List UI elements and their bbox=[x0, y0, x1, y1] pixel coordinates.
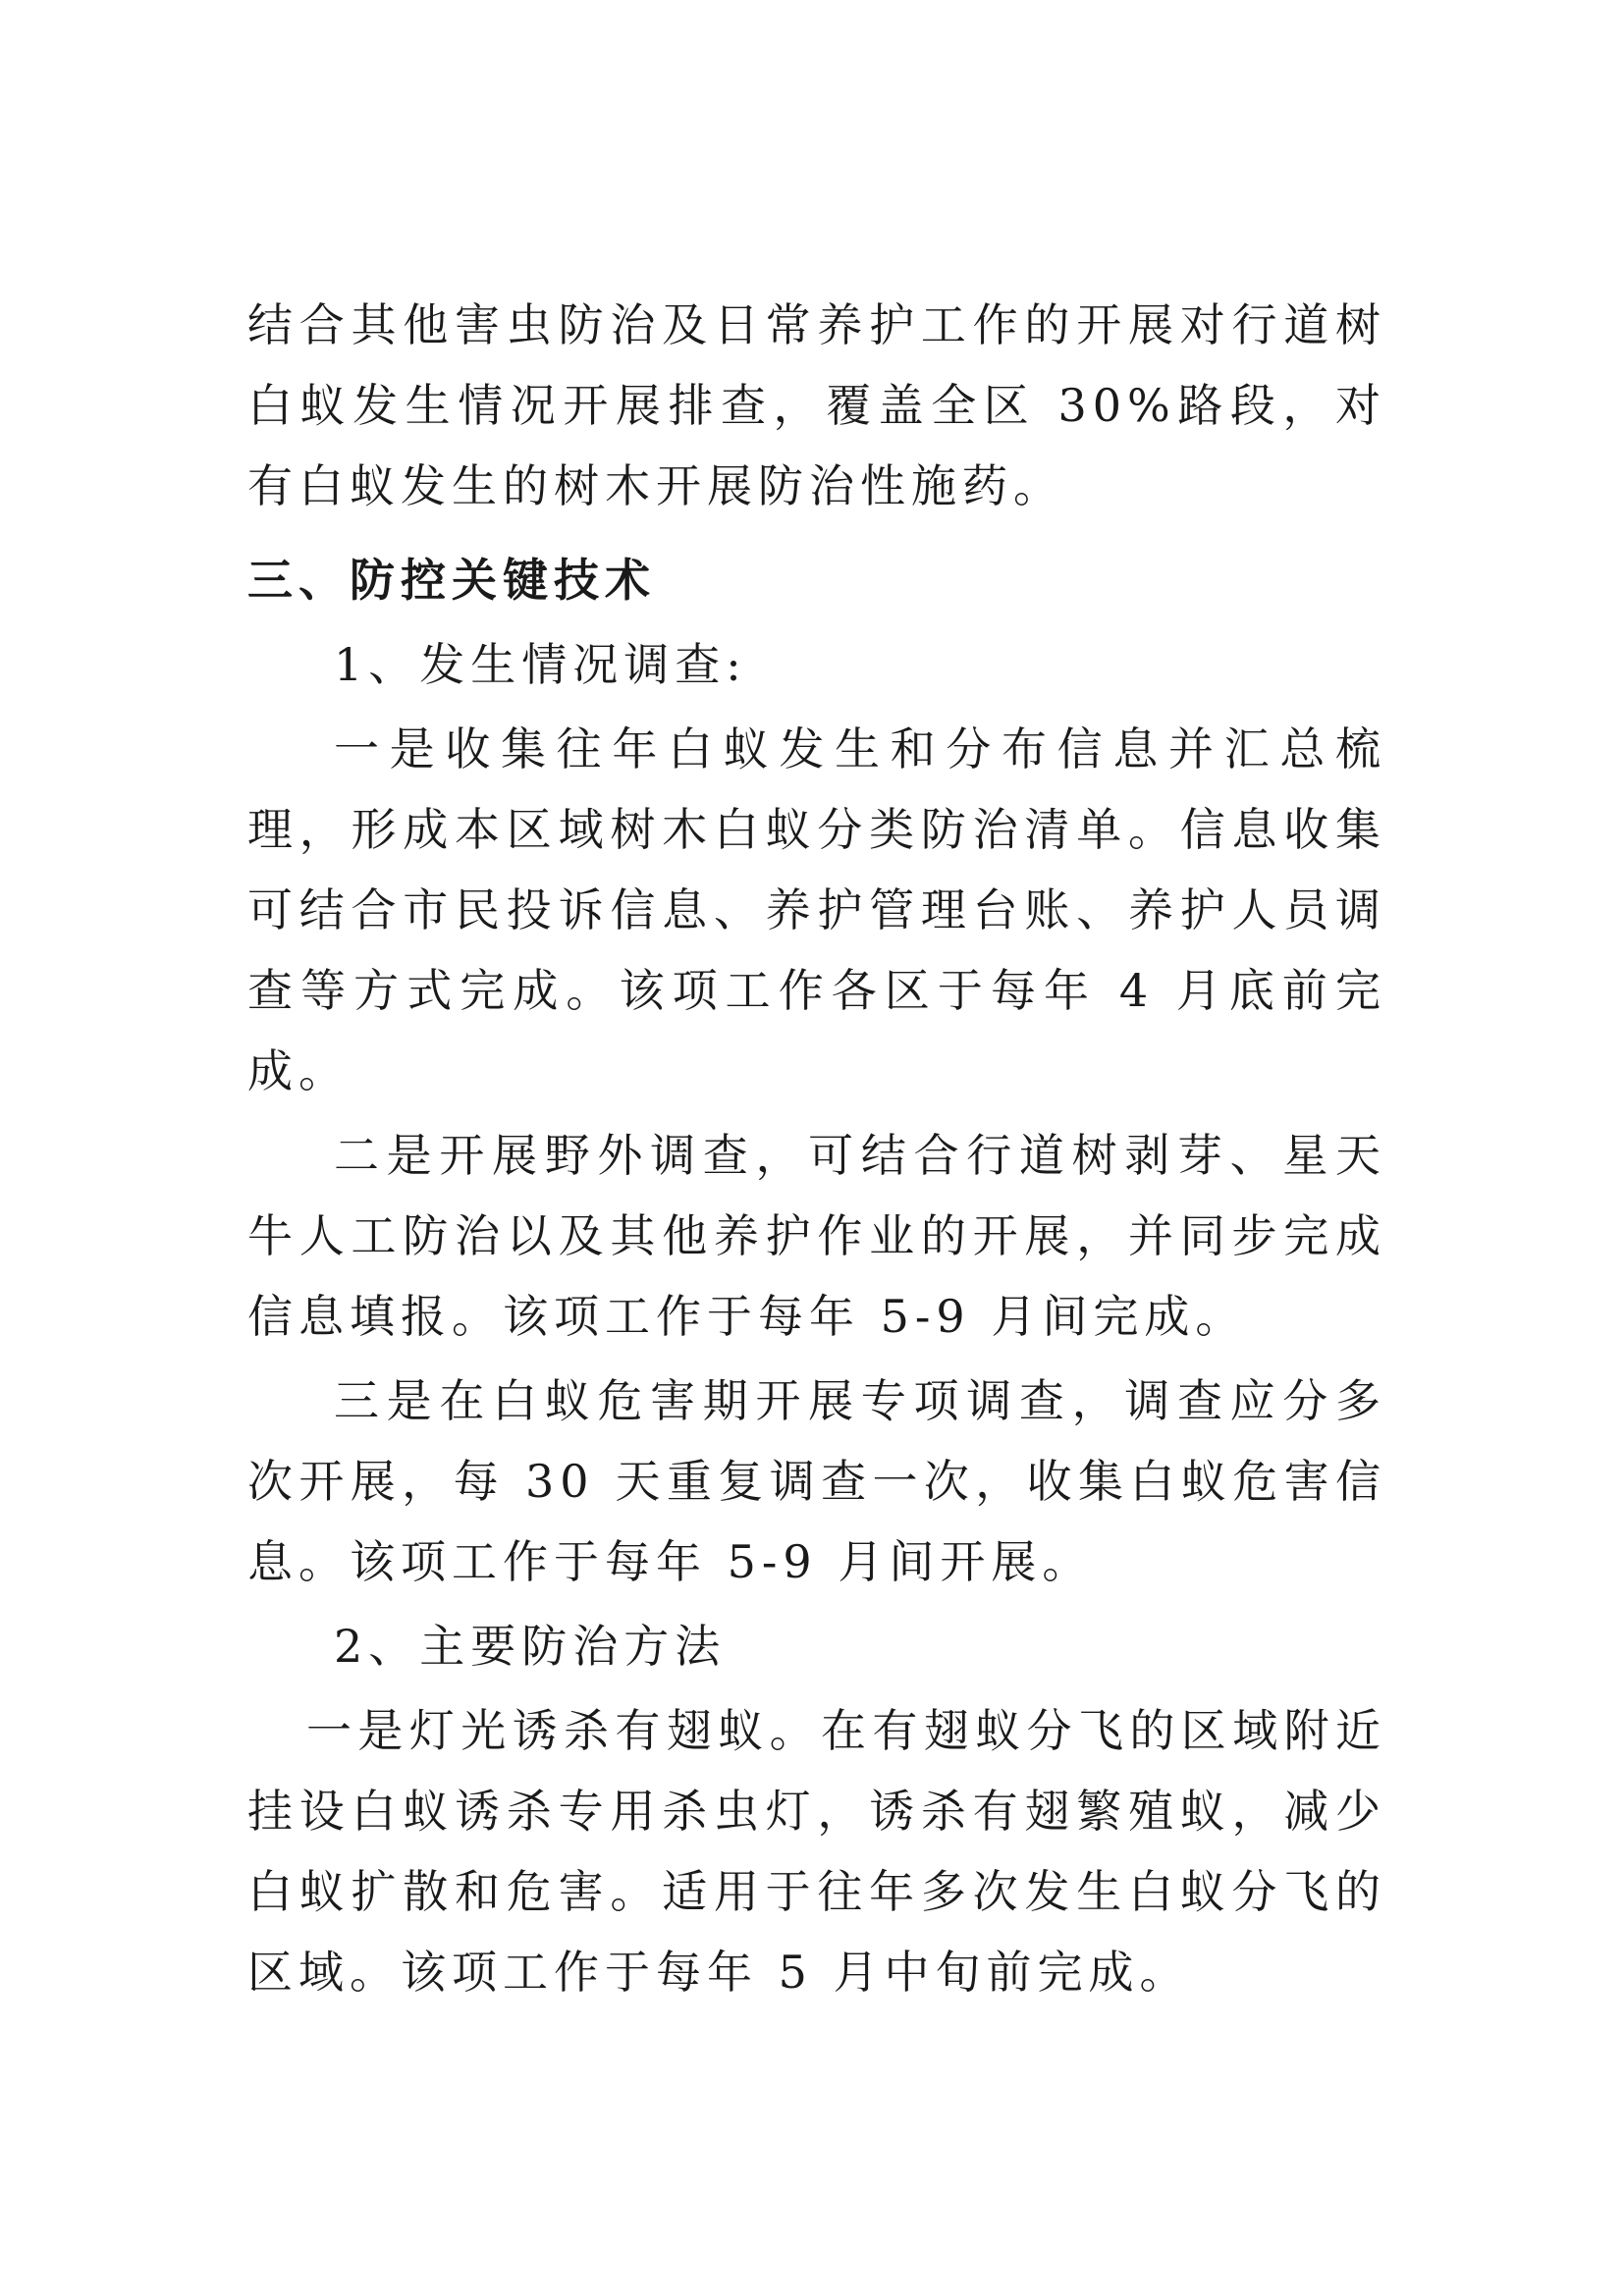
paragraph-intro: 结合其他害虫防治及日常养护工作的开展对行道树白蚁发生情况开展排查，覆盖全区 30%路段，对有白蚁发生的树木开展防治性施药。 bbox=[247, 298, 1386, 512]
paragraph-survey-second: 二是开展野外调查，可结合行道树剥芽、星天牛人工防治以及其他养护作业的开展，并同步完成信息填报。该项工作于每年 5-9 月间完成。 bbox=[247, 1129, 1386, 1343]
section-heading-prevention-tech: 三、防控关键技术 bbox=[247, 554, 656, 607]
paragraph-survey-first: 一是收集往年白蚁发生和分布信息并汇总梳理，形成本区域树木白蚁分类防治清单。信息收集可结合市民投诉信息、养护管理台账、养护人员调查等方式完成。该项工作各区于每年 4 月底前完成。 bbox=[247, 722, 1386, 1097]
subsection-heading-methods: 2、主要防治方法 bbox=[334, 1620, 727, 1673]
paragraph-methods-first: 一是灯光诱杀有翅蚁。在有翅蚁分飞的区域附近挂设白蚁诱杀专用杀虫灯，诱杀有翅繁殖蚁，减少白蚁扩散和危害。适用于往年多次发生白蚁分飞的区域。该项工作于每年 5 月中旬前完成。 bbox=[247, 1704, 1386, 1999]
paragraph-survey-third: 三是在白蚁危害期开展专项调查，调查应分多次开展，每 30 天重复调查一次，收集白蚁危害信息。该项工作于每年 5-9 月间开展。 bbox=[247, 1374, 1386, 1588]
document-body bbox=[247, 285, 1386, 2012]
subsection-heading-survey: 1、发生情况调查: bbox=[334, 638, 747, 691]
